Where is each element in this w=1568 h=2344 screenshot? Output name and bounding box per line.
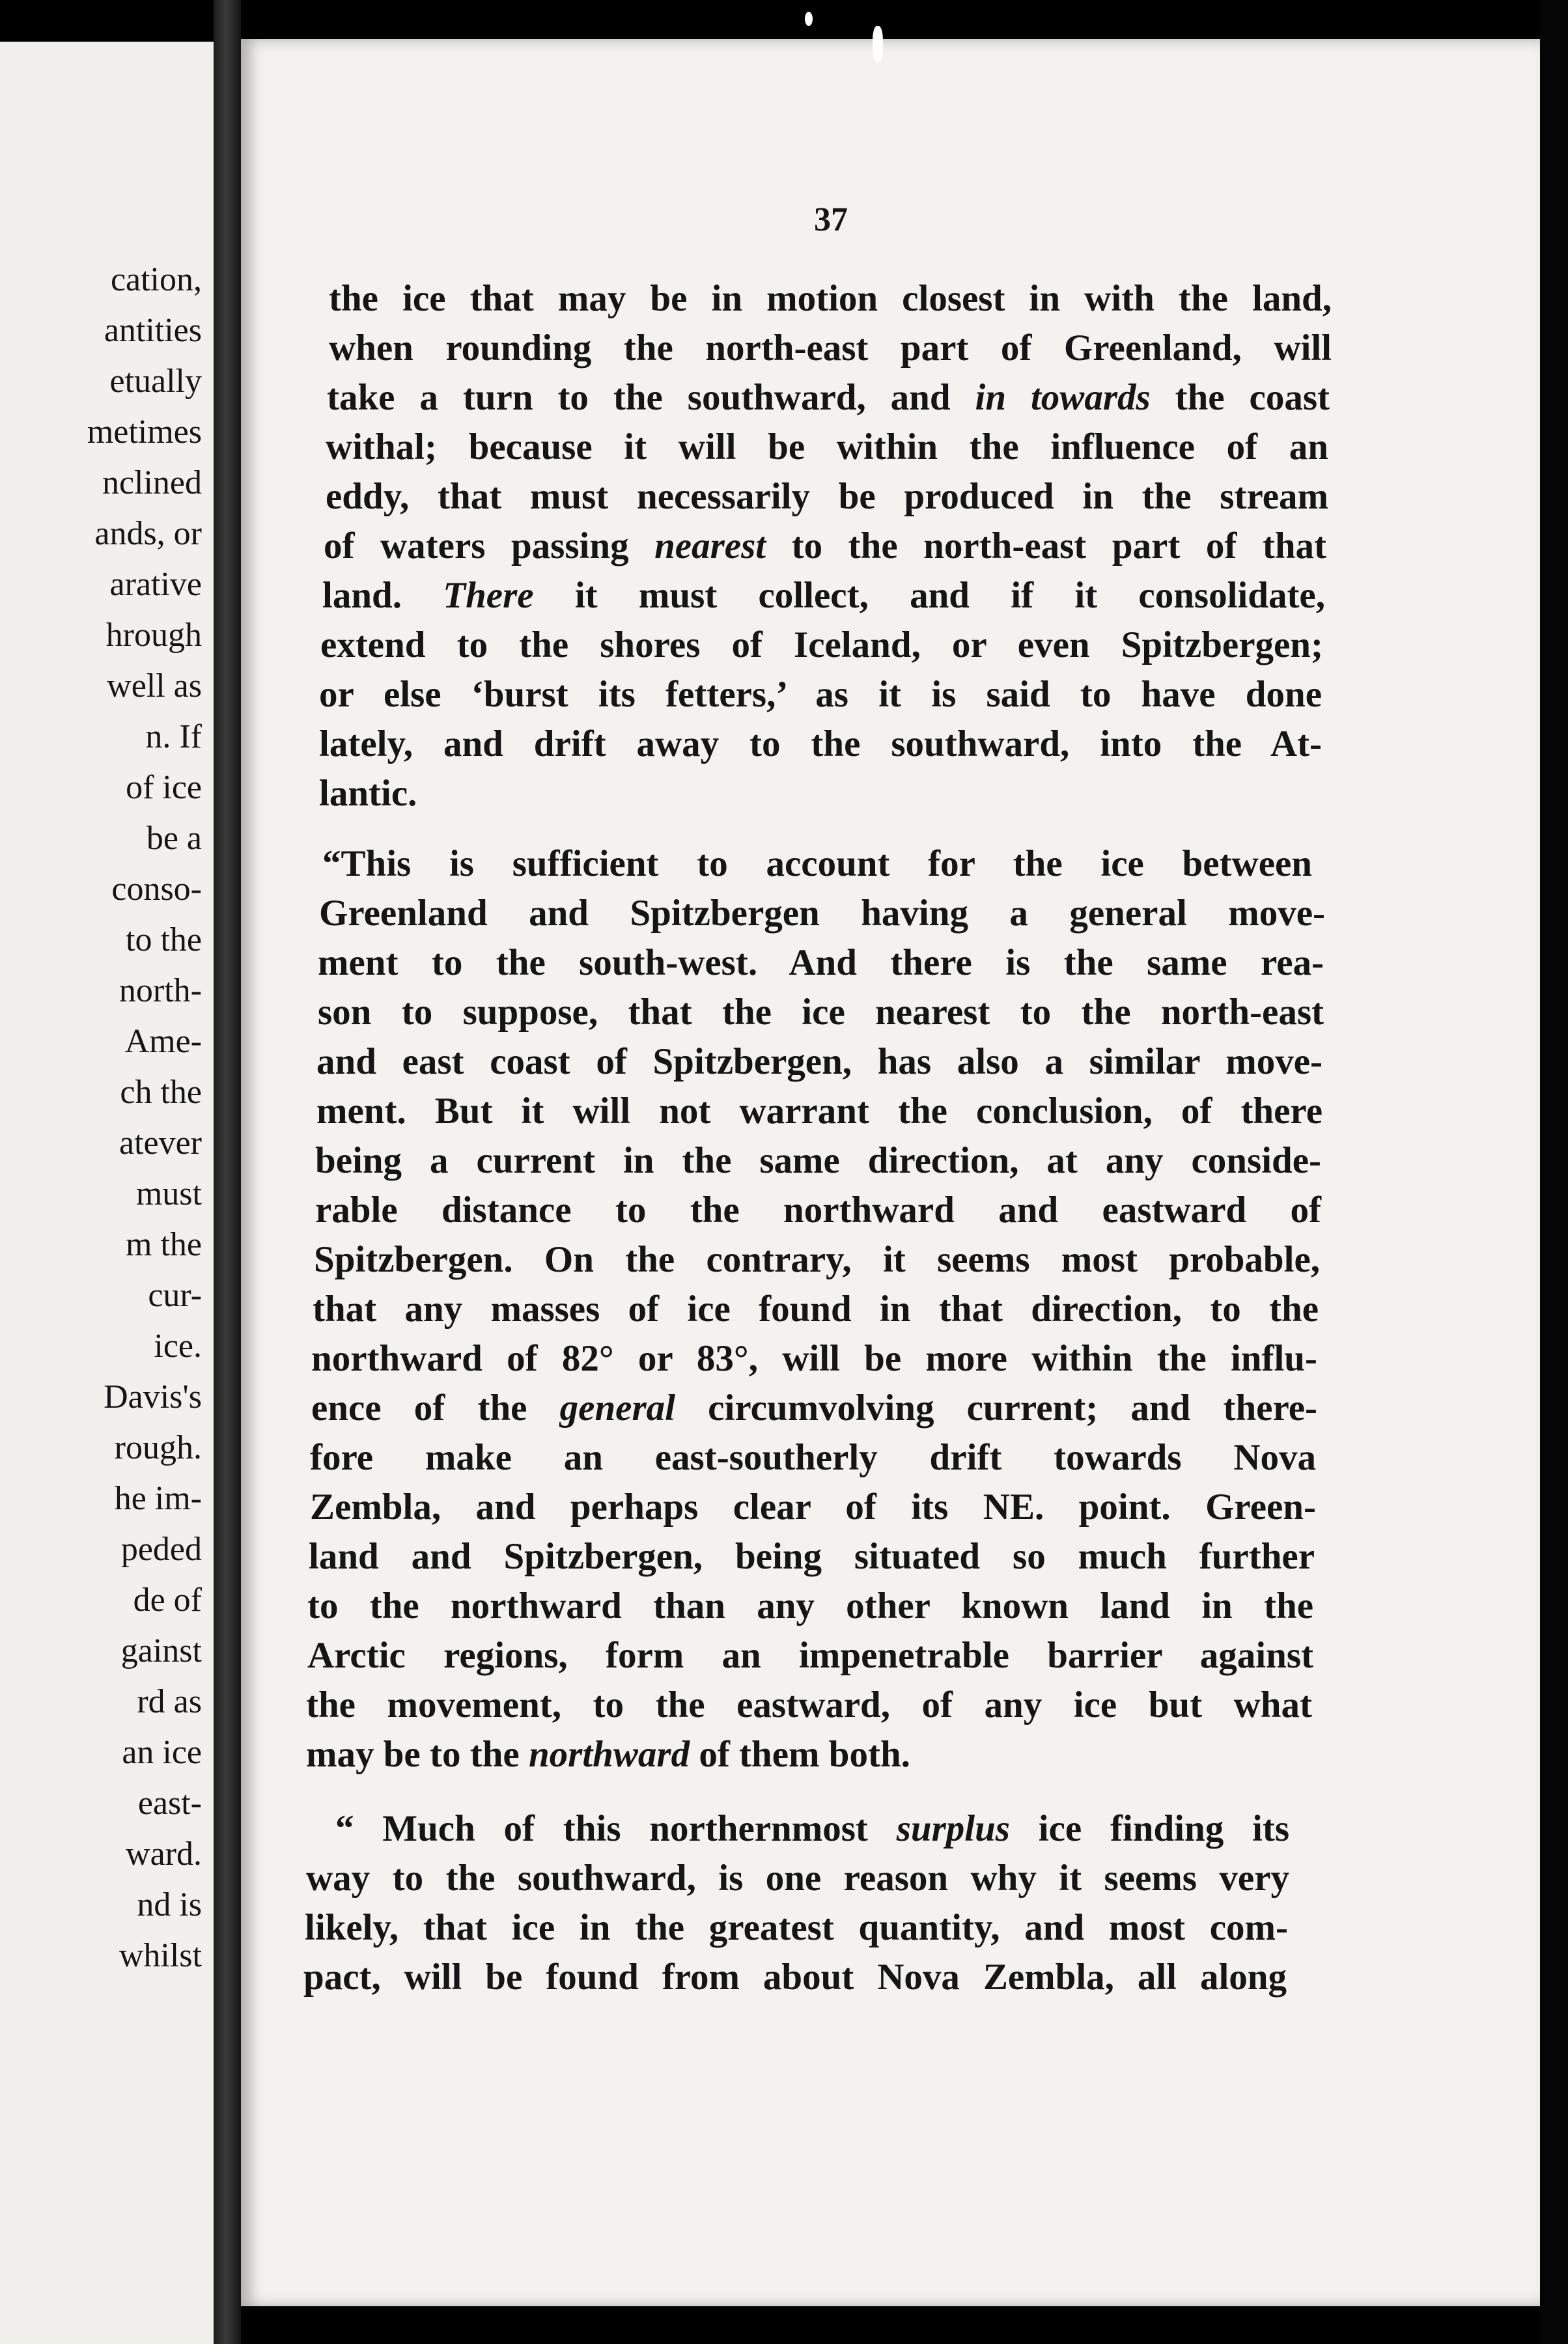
italic-run: general [559,1388,675,1429]
body-line [307,1587,1313,1625]
text-run: of waters passing [324,525,655,566]
body-line [329,329,1332,367]
body-line [316,1043,1323,1080]
body-line [320,626,1323,663]
text-run: “This is sufficient to account for the ice between [322,843,1312,884]
left-page-fragment: cation, [110,261,202,298]
left-page-fragment: well as [107,667,202,705]
left-page-fragment: gainst [120,1632,202,1669]
left-page-fragment: north- [119,972,202,1009]
left-page-fragment: ice. [154,1328,202,1365]
left-page-fragment: atever [119,1124,202,1162]
text-run: land and Spitzbergen, being situated so much further [309,1536,1315,1577]
text-run: it must collect, and if it consolidate, [533,575,1325,616]
body-line [319,895,1325,932]
body-line [311,1340,1317,1377]
body-line [306,1686,1312,1723]
body-line [311,1389,1317,1427]
text-run: or else ‘burst its fetters,’ as it is said to have done [319,674,1322,715]
left-page-fragment: antities [104,312,202,349]
left-page-fragment: n. If [145,718,202,755]
body-line [335,1810,1289,1847]
body-line [316,1093,1323,1130]
italic-run: surplus [896,1808,1010,1849]
text-run: ice finding its [1009,1808,1289,1849]
text-run: ence of the [311,1388,560,1429]
text-run: that any masses of ice found in that direction, to the [313,1289,1319,1330]
body-line [306,1860,1289,1897]
text-run: Zembla, and perhaps clear of its NE. point. Green- [310,1486,1316,1528]
italic-run: nearest [654,525,766,566]
text-run: may be to the [306,1734,529,1775]
body-line [318,944,1324,981]
body-line [322,845,1312,882]
body-line [319,775,1100,812]
body-line [309,1538,1315,1575]
left-page-fragment: nd is [137,1886,202,1923]
text-run: “ Much of this northernmost [335,1808,897,1849]
body-line [319,676,1322,713]
text-run: northward of 82° or 83°, will be more within the influ- [311,1338,1317,1379]
body-line [315,1142,1321,1179]
left-page-fragment: conso- [111,871,202,908]
text-run: eddy, that must necessarily be produced in the stream [326,476,1328,517]
left-page-fragment: an ice [122,1734,202,1771]
text-run: lantic. [319,773,417,814]
text-run: ment. But it will not warrant the conclusion, of there [316,1091,1323,1132]
left-page-fragment: ward. [126,1835,202,1873]
text-run: circumvolving current; and there- [675,1388,1317,1429]
body-line [327,379,1330,416]
left-page-fragment: m the [126,1226,202,1263]
left-page-fragment: metimes [87,413,202,451]
body-line [310,1439,1316,1476]
left-page-fragment: nclined [102,464,202,501]
left-page-fragment: arative [109,566,202,603]
body-line [318,994,1324,1031]
text-run: and east coast of Spitzbergen, has also a similar move- [316,1041,1323,1082]
left-page-fragment: de of [133,1582,202,1619]
italic-run: in towards [975,377,1151,418]
text-run: extend to the shores of Iceland, or even Spitzbergen; [320,624,1323,665]
left-page-fragment: whilst [119,1937,202,1974]
text-run: Spitzbergen. On the contrary, it seems most probable, [314,1239,1320,1280]
text-run: land. [322,575,443,616]
left-page-fragment: rd as [137,1683,202,1720]
text-run: ment to the south-west. And there is the same rea- [318,942,1324,983]
body-line [326,428,1328,466]
left-page-fragment: peded [120,1531,202,1568]
body-line [306,1736,1087,1773]
text-run: fore make an east-southerly drift towards Nova [310,1437,1316,1478]
body-line [314,1241,1320,1278]
body-line [305,1909,1288,1946]
page-number: 37 [814,201,848,238]
left-page-fragment: of ice [126,769,202,806]
body-line [326,478,1328,515]
text-run: way to the southward, is one reason why it seems very [306,1858,1289,1899]
text-run: to the northward than any other known land in the [307,1585,1313,1626]
text-run: the coast [1150,377,1330,418]
left-page-fragment: ch the [120,1074,202,1111]
body-line [303,1959,1287,1996]
text-run: son to suppose, that the ice nearest to the north-east [318,992,1324,1033]
left-page-fragment: hrough [105,617,202,654]
body-line [322,577,1325,614]
body-line [315,1192,1321,1229]
text-run: Greenland and Spitzbergen having a general move- [319,893,1325,934]
text-run: the ice that may be in motion closest in with the land, [329,278,1332,319]
left-page-fragment: Davis's [104,1378,202,1416]
body-line [307,1637,1313,1674]
text-run: pact, will be found from about Nova Zembla, all along [303,1957,1287,1998]
body-line [329,280,1332,317]
text-run: Arctic regions, form an impenetrable barrier against [307,1635,1313,1676]
left-page-fragment: ands, or [94,515,202,552]
left-page-fragment: be a [146,820,202,857]
text-run: the movement, to the eastward, of any ice but what [306,1684,1312,1725]
text-run: of them both. [690,1734,910,1775]
text-run: take a turn to the southward, and [327,377,975,418]
body-line [313,1291,1319,1328]
left-page-fragment: Ame- [124,1023,202,1060]
text-run: rable distance to the northward and eastward of [315,1190,1321,1231]
left-page-fragment: rough. [114,1429,202,1466]
text-run: lately, and drift away to the southward, into the At- [319,723,1322,764]
text-run: to the north-east part of that [766,525,1327,566]
body-line [310,1488,1316,1526]
italic-run: northward [528,1734,690,1775]
text-run: when rounding the north-east part of Greenland, will [329,328,1332,369]
body-line [324,527,1326,565]
left-page-fragment: he im- [114,1480,202,1517]
italic-run: There [443,575,534,616]
left-page-fragment: must [135,1175,202,1212]
left-page-fragment: etually [109,363,202,400]
text-run: likely, that ice in the greatest quantity, and most com- [305,1907,1288,1948]
body-line [319,725,1322,762]
text-run: being a current in the same direction, at any conside- [315,1140,1321,1181]
left-page-fragment: east- [137,1785,202,1822]
left-page-fragment: to the [126,921,202,958]
left-page-fragment: cur- [148,1277,202,1314]
text-run: withal; because it will be within the influence of an [326,426,1328,467]
